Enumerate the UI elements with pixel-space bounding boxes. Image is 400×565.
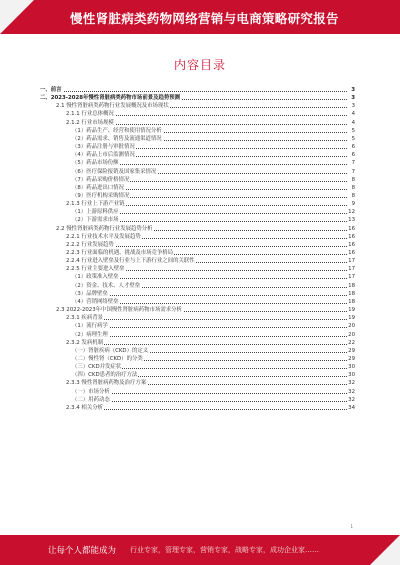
toc-entry-page: 7 (347, 159, 355, 167)
toc-entry-page: 29 (348, 347, 355, 354)
toc-entry-page: 18 (348, 298, 355, 305)
toc-entry-label: （1）药品生产、经营和使用情况分析 (72, 127, 162, 134)
toc-entry[interactable] (0, 143, 400, 151)
toc-entry-page: 30 (348, 372, 355, 379)
toc-entry-label: 2.1.2 行业市场规模 (66, 119, 114, 126)
toc-entry-label: （一）肾脏疾病（CKD）的定义 (72, 347, 149, 354)
toc-entry-page: 3 (347, 102, 355, 110)
toc-entry-label: （8）药品进出口情况 (72, 184, 124, 191)
toc-entry-label: （3）药品注册与审批情况 (72, 144, 135, 151)
toc-entry[interactable] (0, 314, 400, 322)
toc-entry-page: 29 (348, 355, 355, 362)
toc-entry[interactable] (0, 216, 400, 224)
toc-entry-page: 7 (347, 168, 355, 176)
toc-dot-leader (72, 336, 347, 337)
toc-entry-label: 2.3.3 慢性肾脏病药物及治疗方案 (66, 380, 147, 387)
toc-entry-page: 16 (348, 241, 355, 248)
toc-entry-page: 17 (348, 274, 355, 281)
toc-entry-page: 19 (348, 307, 355, 314)
footer-tagline: 行业专家，管理专家，营销专家，战略专家，成功企业家…… (130, 546, 319, 554)
toc-entry-label: （3）品牌壁垒 (72, 290, 108, 297)
toc-dot-leader (72, 393, 347, 394)
toc-entry[interactable] (0, 86, 400, 94)
toc-entry-page: 4 (347, 110, 355, 118)
toc-entry-page: 4 (347, 119, 355, 127)
footer-slogan: 让每个人都能成为 (48, 546, 117, 556)
toc-entry-label: （二）用药动态 (72, 396, 110, 403)
toc-dot-leader (66, 344, 347, 345)
toc-entry-page: 3 (347, 86, 355, 94)
toc-dot-leader (66, 319, 347, 320)
toc-entry-label: 2.2.1 行业技术水平及发展趋势 (66, 233, 141, 240)
toc-entry-label: 2.1.3 行业上下游产业链 (66, 201, 125, 208)
toc-entry-label: （2）资金、技术、人才壁垒 (72, 282, 141, 289)
toc-entry[interactable] (0, 200, 400, 208)
toc-entry-label: （二）慢性肾（CKD）的分类 (72, 355, 143, 362)
toc-entry-label: （三）CKD并发症状 (72, 364, 122, 371)
toc-entry[interactable] (0, 306, 400, 314)
toc-entry[interactable] (0, 339, 400, 347)
toc-entry[interactable] (0, 363, 400, 371)
toc-entry-page: 9 (347, 200, 355, 208)
toc-entry[interactable] (0, 94, 400, 102)
toc-entry-label: （2）病理生理 (72, 331, 108, 338)
toc-entry-page: 34 (348, 404, 355, 411)
toc-entry-label: 2.3 2022-2023年中国慢性肾脏病药物市场需求分析 (56, 307, 182, 314)
toc-entry-page: 8 (347, 176, 355, 184)
toc-entry-label: （1）政策准入壁垒 (72, 274, 119, 281)
toc-entry-label: 二、2023-2028年慢性肾脏病类药物市场前景及趋势预测 (40, 95, 181, 102)
toc-entry[interactable] (0, 127, 400, 135)
toc-entry-page: 8 (347, 184, 355, 192)
toc-entry-label: （6）医疗保险报销及国家集采情况 (72, 168, 157, 175)
toc-entry-label: 2.3.2 发病机制 (66, 339, 103, 346)
toc-entry[interactable] (0, 241, 400, 249)
toc-entry[interactable] (0, 119, 400, 127)
toc-entry-label: 一、前言 (40, 87, 62, 93)
toc-entry[interactable] (0, 233, 400, 241)
toc-entry-label: （2）下游需求市场 (72, 217, 119, 224)
toc-entry-label: （4）营销网络壁垒 (72, 298, 119, 305)
toc-entry-label: 2.2 慢性肾脏病类药物行业发展趋势分析 (56, 225, 153, 232)
toc-entry-page: 18 (348, 290, 355, 297)
report-title: 慢性肾脏病类药物网络营销与电商策略研究报告 (70, 11, 339, 26)
toc-entry[interactable] (0, 273, 400, 281)
toc-entry[interactable] (0, 371, 400, 379)
toc-dot-leader (40, 91, 347, 92)
header-bar (0, 0, 400, 34)
toc-dot-leader (66, 409, 347, 410)
toc-entry[interactable] (0, 355, 400, 363)
toc-entry-page: 5 (347, 127, 355, 135)
toc-entry-page: 22 (348, 339, 355, 346)
toc-entry[interactable] (0, 102, 400, 110)
toc-entry-page: 16 (348, 233, 355, 240)
toc-entry-page: 6 (347, 151, 355, 159)
toc-entry[interactable] (0, 225, 400, 233)
toc-entry-label: （9）医疗机构采购情况 (72, 192, 130, 199)
toc-entry[interactable] (0, 151, 400, 159)
toc-entry-page: 16 (348, 250, 355, 256)
toc-entry[interactable] (0, 282, 400, 290)
toc-entry[interactable] (0, 135, 400, 143)
toc-entry-label: （2）药品需求、销售及流通渠道情况 (72, 135, 162, 142)
toc-entry-label: 2.1.1 行业总体概况 (66, 111, 114, 118)
toc-entry-page: 20 (348, 331, 355, 338)
toc-entry[interactable] (0, 249, 400, 257)
toc-entry-label: （5）药品市场份额 (72, 160, 119, 167)
toc-entry-page: 17 (348, 266, 355, 273)
toc-entry[interactable] (0, 110, 400, 118)
footer-corner-decoration (370, 535, 400, 565)
toc-entry[interactable] (0, 257, 400, 265)
toc-entry-label: （4）药品上市后监测情况 (72, 152, 135, 159)
toc-entry-page: 32 (348, 388, 355, 395)
toc-dot-leader (72, 401, 347, 402)
toc-entry-page: 16 (348, 225, 355, 232)
toc-entry[interactable] (0, 298, 400, 306)
toc-entry[interactable] (0, 176, 400, 184)
toc-entry-label: （四）CKD患者的治疗方法 (72, 372, 138, 379)
toc-entry-page: 5 (347, 135, 355, 143)
toc-entry[interactable] (0, 290, 400, 298)
footer-bar (0, 535, 400, 565)
toc-entry-page: 8 (347, 192, 355, 200)
toc-entry-page: 17 (348, 258, 355, 265)
toc-entry-page: 32 (348, 380, 355, 387)
header-corner-decoration (0, 0, 34, 34)
toc-entry[interactable] (0, 388, 400, 396)
toc-entry-page: 32 (348, 396, 355, 403)
toc-entry[interactable] (0, 379, 400, 387)
toc-entry[interactable] (0, 331, 400, 339)
toc-entry[interactable] (0, 168, 400, 176)
toc-entry[interactable] (0, 208, 400, 216)
toc-entry-label: 2.3.4 相关分析 (66, 404, 103, 411)
toc-entry-label: （1）流行病学 (72, 323, 108, 330)
toc-entry-label: 2.2.3 行业面临的机遇、挑战及市场竞争格局 (66, 250, 174, 256)
toc-entry[interactable] (0, 347, 400, 355)
toc-entry-page: 20 (348, 323, 355, 330)
toc-entry-page: 18 (348, 282, 355, 289)
page-number: 1 (350, 524, 353, 529)
toc-entry-label: 2.2.5 行业主要进入壁垒 (66, 266, 125, 273)
toc-entry[interactable] (0, 184, 400, 192)
toc-entry-label: （1）上游原料供应 (72, 209, 119, 216)
toc-dot-leader (72, 295, 347, 296)
toc-entry-label: （7）药品采购价格情况 (72, 176, 130, 183)
toc-entry-page: 30 (348, 364, 355, 371)
toc-entry-page: 19 (348, 315, 355, 322)
toc-entry-page: 3 (347, 94, 355, 102)
toc-entry-page: 12 (348, 209, 355, 216)
toc-entry-label: （一）市场分析 (72, 388, 110, 395)
toc-entry[interactable] (0, 265, 400, 273)
toc-entry-label: 2.2.2 行业发展趋势 (66, 241, 114, 248)
toc-entry-label: 2.1 慢性肾脏病类药物行业发展概况及市场现状 (56, 103, 169, 110)
toc-entry[interactable] (0, 322, 400, 330)
toc-entry[interactable] (0, 192, 400, 200)
toc-entry-label: 2.2.4 行业进入壁垒及行业与上下游行业之间的关联性 (66, 258, 195, 265)
toc-entry-page: 13 (348, 217, 355, 224)
toc-entry[interactable] (0, 404, 400, 412)
toc-entry[interactable] (0, 396, 400, 404)
toc-entry[interactable] (0, 159, 400, 167)
toc-dot-leader (72, 327, 347, 328)
toc-entry-label: 2.3.1 疾病背景 (66, 315, 103, 322)
toc-heading: 内容目录 (173, 58, 226, 72)
toc-entry-page: 6 (347, 143, 355, 151)
